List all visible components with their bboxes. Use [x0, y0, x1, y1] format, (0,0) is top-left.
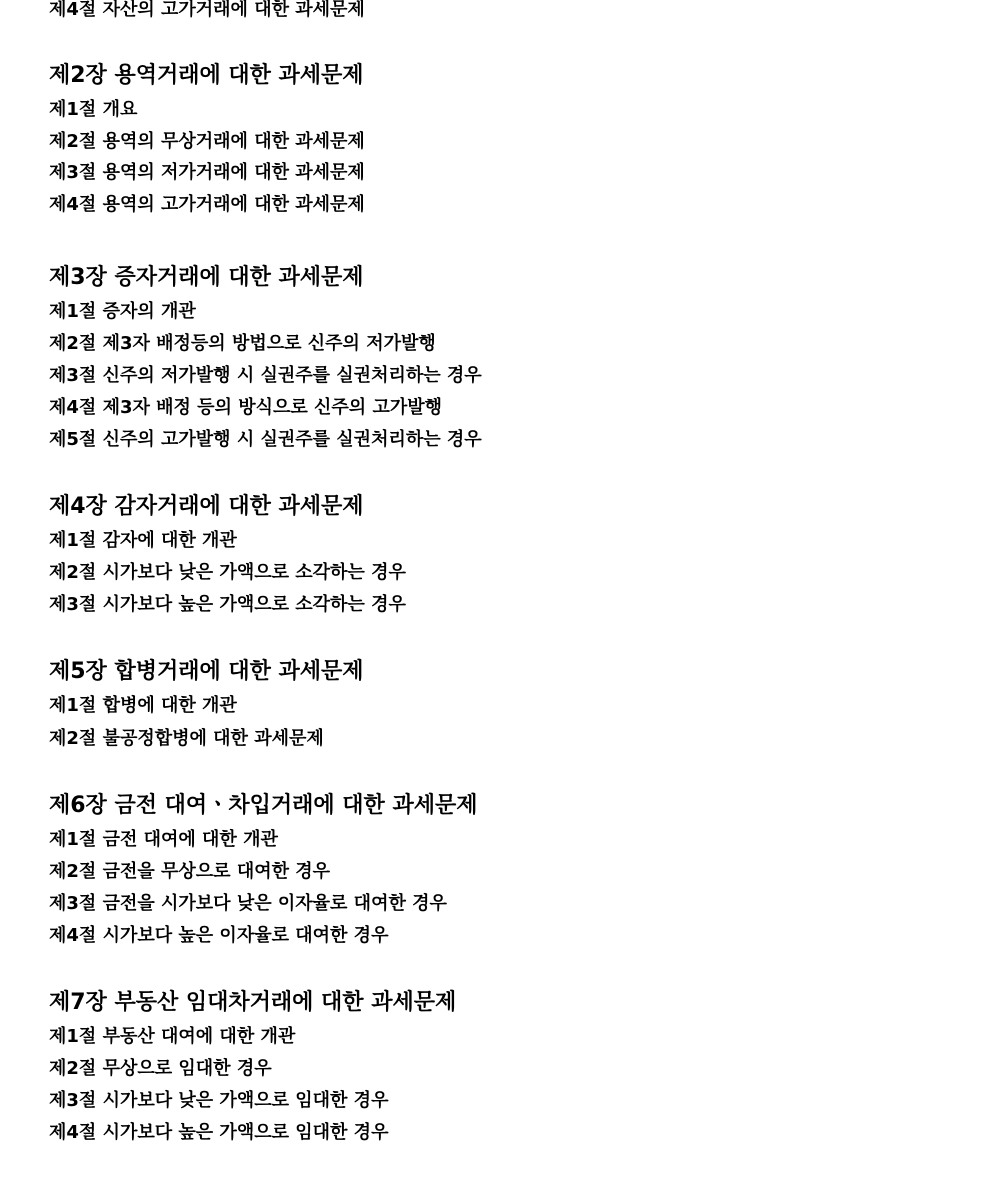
toc-chapter-title: 제2장 용역거래에 대한 과세문제 [49, 63, 364, 88]
toc-section-line: 제1절 감자에 대한 개관 [49, 530, 237, 551]
toc-section-line: 제1절 합병에 대한 개관 [49, 695, 237, 716]
toc-section-line: 제3절 금전을 시가보다 낮은 이자율로 대여한 경우 [49, 893, 447, 914]
toc-section-line: 제3절 시가보다 낮은 가액으로 임대한 경우 [49, 1090, 389, 1111]
toc-section-line: 제3절 용역의 저가거래에 대한 과세문제 [49, 162, 365, 183]
toc-section-line: 제2절 불공정합병에 대한 과세문제 [49, 728, 324, 749]
toc-section-line: 제2절 무상으로 임대한 경우 [49, 1058, 272, 1079]
toc-section-line: 제1절 금전 대여에 대한 개관 [49, 829, 278, 850]
toc-section-line: 제5절 신주의 고가발행 시 실권주를 실권처리하는 경우 [49, 429, 482, 450]
toc-section-line: 제1절 개요 [49, 99, 138, 120]
toc-section-line: 제4절 시가보다 높은 이자율로 대여한 경우 [49, 925, 389, 946]
toc-section-line: 제2절 용역의 무상거래에 대한 과세문제 [49, 131, 365, 152]
toc-section-line: 제2절 금전을 무상으로 대여한 경우 [49, 861, 331, 882]
toc-chapter-title: 제5장 합병거래에 대한 과세문제 [49, 659, 364, 684]
toc-section-line: 제4절 시가보다 높은 가액으로 임대한 경우 [49, 1122, 389, 1143]
toc-section-line: 제3절 신주의 저가발행 시 실권주를 실권처리하는 경우 [49, 365, 482, 386]
toc-section-line: 제3절 시가보다 높은 가액으로 소각하는 경우 [49, 594, 406, 615]
toc-section-line: 제4절 용역의 고가거래에 대한 과세문제 [49, 194, 365, 215]
toc-section-line: 제4절 자산의 고가거래에 대한 과세문제 [49, 0, 365, 20]
toc-section-line: 제2절 시가보다 낮은 가액으로 소각하는 경우 [49, 562, 406, 583]
toc-section-line: 제4절 제3자 배정 등의 방식으로 신주의 고가발행 [49, 397, 443, 418]
toc-chapter-title: 제3장 증자거래에 대한 과세문제 [49, 265, 364, 290]
toc-chapter-title: 제6장 금전 대여ㆍ차입거래에 대한 과세문제 [49, 793, 478, 818]
toc-section-line: 제1절 증자의 개관 [49, 301, 196, 322]
toc-chapter-title: 제4장 감자거래에 대한 과세문제 [49, 494, 364, 519]
toc-section-line: 제1절 부동산 대여에 대한 개관 [49, 1026, 296, 1047]
toc-section-line: 제2절 제3자 배정등의 방법으로 신주의 저가발행 [49, 333, 436, 354]
toc-chapter-title: 제7장 부동산 임대차거래에 대한 과세문제 [49, 990, 457, 1015]
